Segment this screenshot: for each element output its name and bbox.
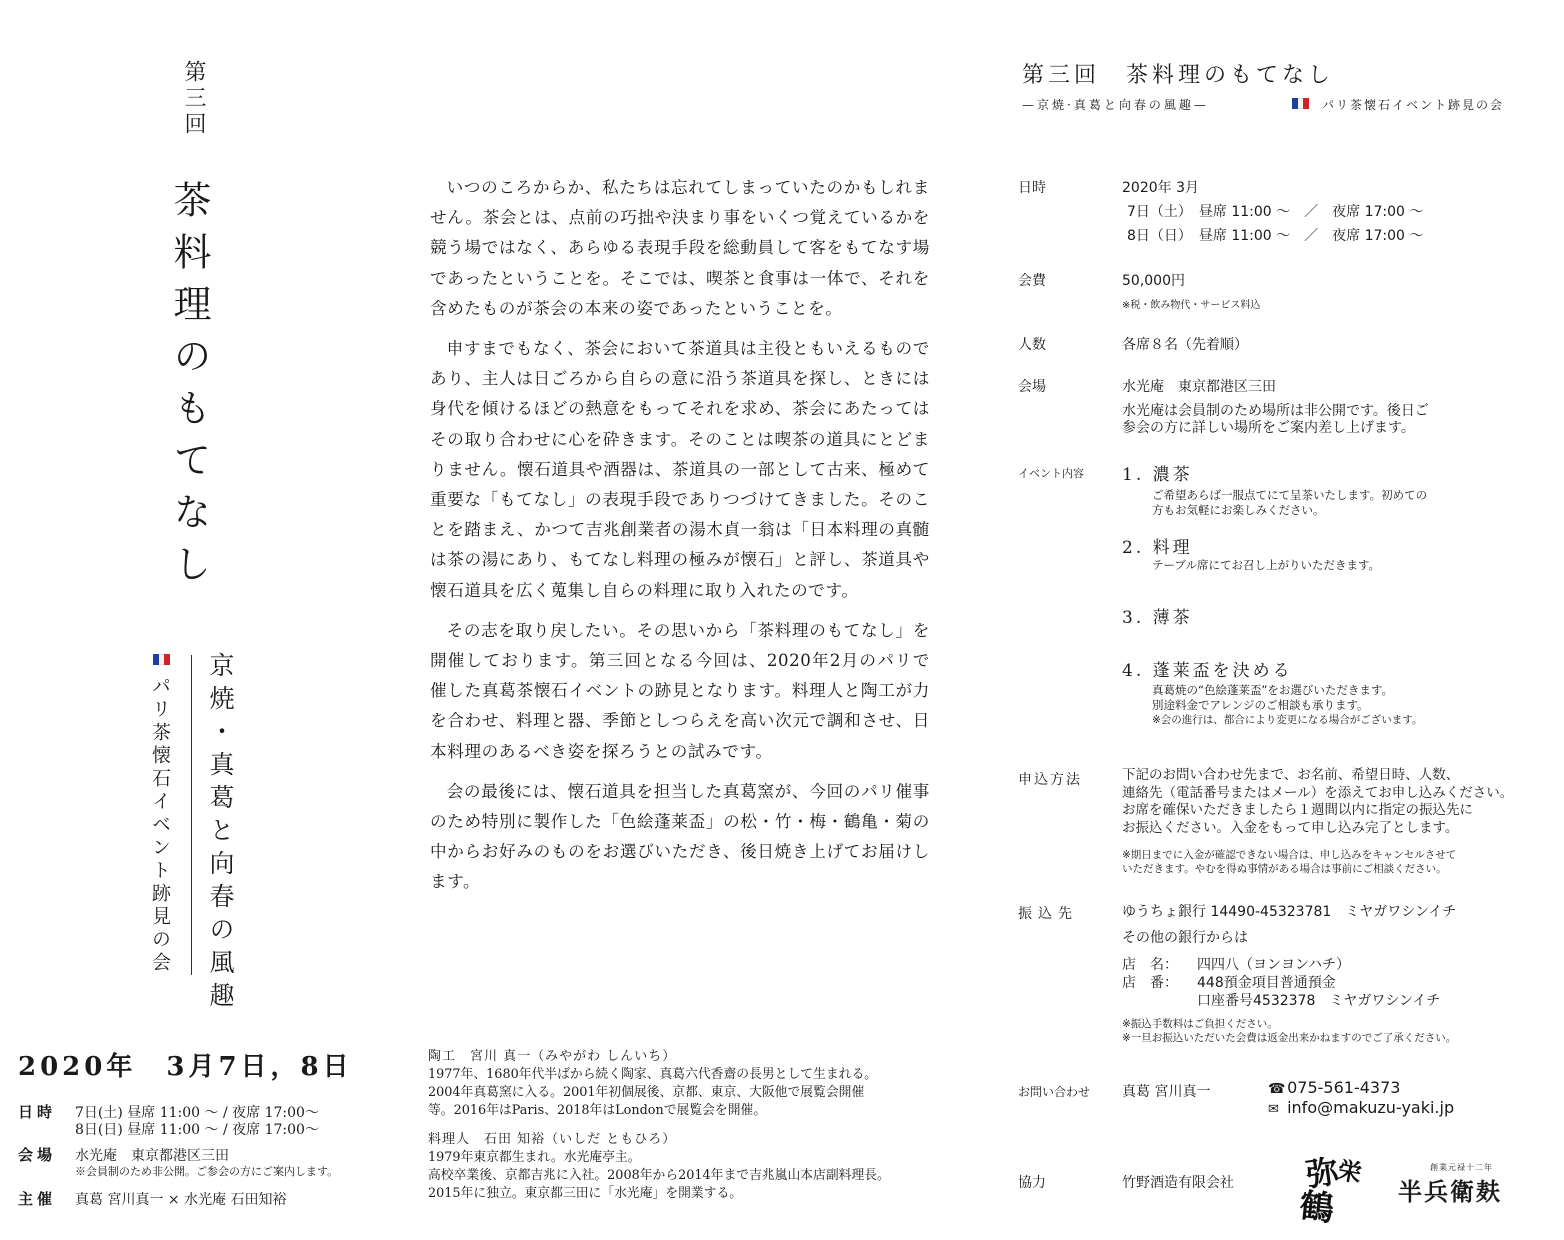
- mail-icon: ✉: [1268, 1102, 1279, 1117]
- left-date-label: 日時: [18, 1103, 57, 1121]
- branch-no: 448預金項目普通預金: [1197, 975, 1336, 991]
- apply-line: 下記のお問い合わせ先まで、お名前、希望日時、人数、: [1122, 767, 1460, 783]
- logo-char: 弥: [1303, 1151, 1341, 1195]
- hanbey-logo-tagline: 創業元禄十二年: [1430, 1163, 1493, 1172]
- bio-line: 2004年真葛窯に入る。2001年初個展後、京都、東京、大阪他で展覧会開催: [428, 1085, 865, 1100]
- apply-line: お振込ください。入金をもって申し込み完了とします。: [1122, 819, 1459, 836]
- contact-email-row: [1268, 1098, 1454, 1117]
- people-label: [1018, 334, 1090, 354]
- sake-brand-logo: [1297, 1148, 1378, 1230]
- left-date-line-2: 8日(日) 昼席 11:00 〜 / 夜席 17:00〜: [75, 1122, 319, 1138]
- event-date-large: 2020年 3月7日，8日: [18, 1052, 353, 1082]
- potter-bio: [428, 1048, 930, 1120]
- event-label: イベント内容: [1018, 467, 1084, 480]
- desc-line: 真葛焼の“色絵蓬莱盃”をお選びいただきます。: [1152, 683, 1393, 697]
- intro-text: [430, 173, 930, 908]
- left-venue-note: ※会員制のため非公開。ご参会の方にご案内します。: [75, 1165, 339, 1178]
- venue-label-text: 会場: [1018, 379, 1046, 395]
- left-host-label: 主催: [18, 1190, 57, 1208]
- apply-text: [1122, 767, 1513, 837]
- bio-line: 等。2016年はParis、2018年はLondonで展覧会を開催。: [428, 1103, 767, 1118]
- event-item-title: 2. 料理: [1122, 538, 1193, 558]
- chef-name: 料理人 石田 知裕（いしだ ともひろ）: [428, 1132, 677, 1147]
- coop-company: 竹野酒造有限会社: [1122, 1175, 1234, 1191]
- event-item-desc: [1152, 488, 1427, 518]
- right-title: 第三回 茶料理のもてなし: [1022, 63, 1335, 88]
- date-year: 2020年 3月: [1122, 180, 1199, 196]
- venue-desc-2: 参会の方に詳しい場所をご案内差し上げます。: [1122, 420, 1415, 436]
- people-value: 各席８名（先着順）: [1122, 337, 1248, 353]
- bio-line: 1979年東京都生まれ。水光庵亭主。: [428, 1150, 641, 1165]
- desc-line: 方もお気軽にお楽しみください。: [1152, 503, 1325, 517]
- desc-line: 別途料金でアレンジのご相談も承ります。: [1152, 698, 1369, 712]
- venue-value: 水光庵 東京都港区三田: [1122, 379, 1276, 395]
- branch-name: 四四八（ヨンヨンハチ）: [1197, 957, 1351, 973]
- apply-line: 連絡先（電話番号またはメール）を添えてお申し込みください。: [1122, 784, 1514, 801]
- transfer-note-line: ※一旦お振込いただいた会費は返金出来かねますのでご了承ください。: [1122, 1032, 1457, 1044]
- people-label-text: 人数: [1018, 337, 1046, 353]
- apply-note-line: いただきます。やむを得ぬ事情がある場合は事前にご相談ください。: [1122, 863, 1447, 875]
- desc-line: ご希望あらば一服点てにて呈茶いたします。初めての: [1152, 488, 1428, 502]
- transfer-other: その他の銀行からは: [1122, 930, 1248, 946]
- contact-name: 真葛 宮川真一: [1122, 1084, 1211, 1100]
- paragraph: いつのころからか、私たちは忘れてしまっていたのかもしれません。茶会とは、点前の巧拙や決まり事をいくつ覚えているかを競う場ではなく、あらゆる表現手段を総動員して客をもてなす場であったということを。そこでは、喫茶と食事は一体で、それを含めたものが茶会の本来の姿であったということを。: [430, 178, 930, 318]
- bio-line: 1977年、1680年代半ばから続く陶家、真葛六代香齋の長男として生まれる。: [428, 1067, 878, 1082]
- divider-line: [191, 655, 192, 975]
- date-day-1: 7日（土） 昼席 11:00 〜 ／ 夜席 17:00 〜: [1127, 204, 1424, 220]
- chef-bio: [428, 1131, 930, 1203]
- potter-name: 陶工 宮川 真一（みやがわ しんいち）: [428, 1049, 677, 1064]
- event-item-title: 3. 薄茶: [1122, 608, 1193, 628]
- desc-line: テーブル席にてお召し上がりいただきます。: [1152, 558, 1381, 572]
- transfer-notes: [1122, 1017, 1456, 1045]
- volume-label: 第三回: [181, 60, 206, 138]
- paragraph: 会の最後には、懐石道具を担当した真葛窯が、今回のパリ催事のため特別に製作した「色絵蓬莱盃」の松・竹・梅・鶴亀・菊の中からお好みのものをお選びいただき、後日焼き上げてお届けします。: [430, 781, 930, 892]
- hanbey-logo: 半兵衛麸: [1398, 1177, 1502, 1206]
- apply-label: 申込方法: [1018, 772, 1082, 788]
- right-subtitle: —京焼·真葛と向春の風趣—: [1022, 98, 1209, 112]
- event-item-desc: [1152, 683, 1422, 728]
- date-label: [1018, 177, 1090, 197]
- left-venue-label: 会場: [18, 1146, 57, 1164]
- venue-desc-1: 水光庵は会員制のため場所は非公開です。後日ご: [1122, 403, 1429, 419]
- apply-note-line: ※期日までに入金が確認できない場合は、申し込みをキャンセルさせて: [1122, 849, 1457, 861]
- fee-label: [1018, 270, 1090, 290]
- transfer-label: 振込先: [1018, 906, 1078, 922]
- event-item-title: 4. 蓬莱盃を決める: [1122, 661, 1293, 681]
- bio-line: 2015年に独立。東京都三田に「水光庵」を開業する。: [428, 1186, 743, 1201]
- fee-label-text: 会費: [1018, 273, 1046, 289]
- paragraph: その志を取り戻したい。その思いから「茶料理のもてなし」を開催しております。第三回となる今回は、2020年2月のパリで催した真葛茶懐石イベントの跡見となります。料理人と陶工が力を合わせ、料理と器、季節としつらえを高い次元で調和させ、日本料理のあるべき姿を探ろうとの試みです。: [430, 620, 930, 761]
- contact-label: お問い合わせ: [1018, 1085, 1091, 1099]
- left-date-line-1: 7日(土) 昼席 11:00 〜 / 夜席 17:00〜: [75, 1105, 319, 1121]
- logo-char: 鶴: [1297, 1186, 1336, 1230]
- contact-phone[interactable]: 075-561-4373: [1287, 1078, 1401, 1097]
- phone-icon: ☎: [1268, 1081, 1286, 1097]
- coop-label-text: 協力: [1018, 1175, 1046, 1191]
- event-item-title: 1. 濃茶: [1122, 465, 1193, 485]
- date-day-2: 8日（日） 昼席 11:00 〜 ／ 夜席 17:00 〜: [1127, 228, 1424, 244]
- fee-note: ※税・飲み物代・サービス料込: [1122, 300, 1261, 311]
- contact-phone-row: [1268, 1078, 1400, 1097]
- transfer-postal: ゆうちょ銀行 14490-45323781 ミヤガワシンイチ: [1122, 904, 1457, 920]
- paragraph: 申すまでもなく、茶会において茶道具は主役ともいえるものであり、主人は日ごろから自らの意に沿う茶道具を探し、ときには身代を傾けるほどの熱意をもってそれを求め、茶会にあたってはその取り合わせに心を砕きます。そのことは喫茶の道具にとどまりません。懐石道具や酒器は、茶道具の一部として古来、極めて重要な「もてなし」の表現手段でありつづけてきました。そのことを踏まえ、かつて吉兆創業者の湯木貞一翁は「日本料理の真髄は茶の湯にあり、もてなし料理の極みが懐石」と評し、茶道具や懐石道具を広く蒐集し自らの料理に取り入れたのです。: [430, 339, 930, 600]
- main-title: 茶料理のもてなし: [167, 180, 211, 596]
- left-host-value: 真葛 宮川真一 × 水光庵 石田知裕: [75, 1192, 287, 1208]
- france-flag-icon: [153, 654, 170, 665]
- event-item-desc: [1152, 558, 1380, 573]
- left-venue-value: 水光庵 東京都港区三田: [75, 1148, 229, 1164]
- fee-value: 50,000円: [1122, 273, 1185, 289]
- desc-line: ※会の進行は、都合により変更になる場合がございます。: [1152, 714, 1423, 726]
- right-organizer: パリ茶懐石イベント跡見の会: [1322, 98, 1505, 112]
- account-number: 口座番号4532378 ミヤガワシンイチ: [1197, 993, 1441, 1009]
- logo-char: 栄: [1335, 1155, 1364, 1188]
- coop-label: [1018, 1172, 1090, 1192]
- event-subtitle: 京焼・真葛と向春の風趣: [206, 652, 235, 1015]
- transfer-note-line: ※振込手数料はご負担ください。: [1122, 1018, 1278, 1030]
- france-flag-icon: [1292, 98, 1309, 109]
- date-label-text: 日時: [1018, 180, 1046, 196]
- contact-email[interactable]: info@makuzu-yaki.jp: [1287, 1098, 1455, 1117]
- organizer-subtitle: パリ茶懐石イベント跡見の会: [149, 676, 171, 975]
- branch-no-label: 店 番：: [1122, 975, 1178, 991]
- branch-name-label: 店 名：: [1122, 957, 1178, 973]
- bio-line: 高校卒業後、京都吉兆に入社。2008年から2014年まで吉兆嵐山本店副料理長。: [428, 1168, 890, 1183]
- apply-notes: [1122, 848, 1456, 876]
- venue-label: [1018, 376, 1090, 396]
- apply-line: お席を確保いただきましたら１週間以内に指定の振込先に: [1122, 802, 1473, 818]
